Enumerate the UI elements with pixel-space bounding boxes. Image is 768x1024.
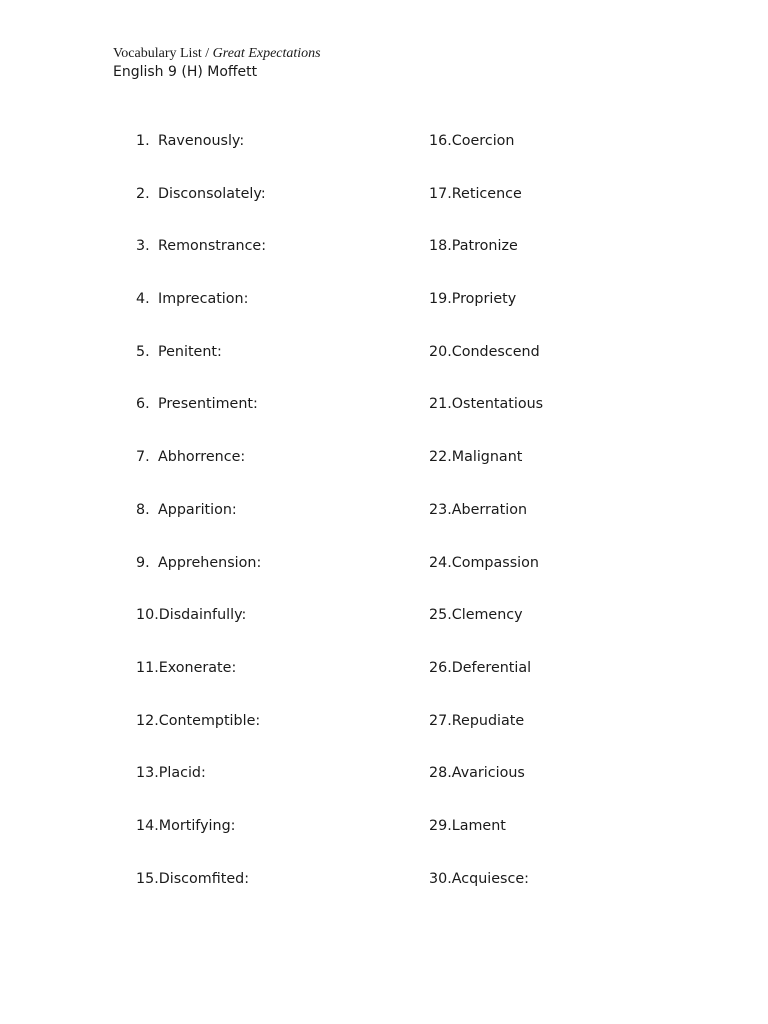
vocabulary-item-word: Malignant (451, 449, 523, 466)
vocabulary-item (136, 710, 396, 763)
vocabulary-item-number: 28. (429, 765, 452, 782)
vocabulary-item-word: Disconsolately: (158, 185, 266, 202)
vocabulary-item (136, 341, 396, 394)
vocabulary-item (429, 710, 689, 763)
vocabulary-item-number: 12. (136, 712, 159, 729)
vocabulary-item-number: 24. (429, 554, 452, 571)
vocabulary-item-number: 15. (136, 870, 159, 887)
vocabulary-item-word: Disdainfully: (158, 607, 247, 624)
vocabulary-item-word: Contemptible: (158, 712, 261, 729)
vocabulary-item (136, 552, 396, 605)
vocabulary-item (429, 815, 689, 868)
vocabulary-item (429, 604, 689, 657)
document-header (113, 44, 321, 80)
vocabulary-item-number: 11. (136, 659, 159, 676)
title-prefix: Vocabulary List / (113, 46, 210, 61)
vocabulary-column-left (136, 130, 396, 920)
vocabulary-item-word: Mortifying: (158, 817, 236, 834)
vocabulary-item (136, 446, 396, 499)
vocabulary-item (429, 762, 689, 815)
vocabulary-item-word: Discomfited: (158, 870, 250, 887)
vocabulary-item-number: 27. (429, 712, 452, 729)
vocabulary-item-number: 2. (136, 185, 150, 202)
vocabulary-item-number: 3. (136, 238, 150, 255)
vocabulary-item (136, 868, 396, 921)
vocabulary-item (429, 341, 689, 394)
vocabulary-item (429, 552, 689, 605)
vocabulary-item-number: 18. (429, 238, 452, 255)
vocabulary-item-number: 30. (429, 870, 452, 887)
vocabulary-item (136, 657, 396, 710)
vocabulary-item-word: Imprecation: (158, 291, 249, 308)
vocabulary-item-number: 7. (136, 449, 150, 466)
vocabulary-item-word: Presentiment: (158, 396, 258, 413)
vocabulary-item-word: Repudiate (451, 712, 525, 729)
vocabulary-item-number: 16. (429, 133, 452, 149)
vocabulary-item (136, 235, 396, 288)
vocabulary-item-number: 25. (429, 607, 452, 624)
vocabulary-item-word: Deferential (451, 659, 532, 676)
vocabulary-item-word: Apprehension: (158, 554, 262, 571)
vocabulary-item-number: 1. (136, 133, 150, 149)
vocabulary-item-number: 9. (136, 554, 150, 571)
vocabulary-item-number: 4. (136, 291, 150, 308)
vocabulary-item-number: 29. (429, 817, 452, 834)
document-subtitle: English 9 (H) Moffett (113, 64, 258, 80)
vocabulary-item-number: 6. (136, 396, 150, 413)
vocabulary-item-word: Condescend (451, 343, 540, 360)
vocabulary-item-word: Reticence (451, 185, 522, 202)
vocabulary-item (429, 446, 689, 499)
vocabulary-item-word: Remonstrance: (158, 238, 267, 255)
vocabulary-item-word: Avaricious (451, 765, 525, 782)
vocabulary-item (136, 130, 396, 183)
vocabulary-item-number: 5. (136, 343, 150, 360)
vocabulary-item-number: 19. (429, 291, 452, 308)
vocabulary-item (429, 235, 689, 288)
vocabulary-item-word: Abhorrence: (158, 449, 246, 466)
vocabulary-item-word: Coercion (451, 133, 515, 149)
vocabulary-item (136, 499, 396, 552)
title-work: Great Expectations (212, 46, 321, 61)
vocabulary-item-word: Penitent: (158, 343, 222, 360)
vocabulary-item-word: Clemency (451, 607, 523, 624)
vocabulary-item-number: 17. (429, 185, 452, 202)
vocabulary-item-number: 22. (429, 449, 452, 466)
vocabulary-item (429, 657, 689, 710)
vocabulary-item (136, 183, 396, 236)
vocabulary-item (429, 868, 689, 921)
vocabulary-item-number: 23. (429, 501, 452, 518)
vocabulary-item-number: 14. (136, 817, 159, 834)
vocabulary-item (136, 288, 396, 341)
vocabulary-item-word: Ravenously: (158, 133, 245, 149)
vocabulary-item-word: Aberration (451, 501, 528, 518)
vocabulary-item (136, 762, 396, 815)
vocabulary-item (136, 604, 396, 657)
vocabulary-item-number: 13. (136, 765, 159, 782)
vocabulary-item-word: Acquiesce: (451, 870, 529, 887)
vocabulary-item (429, 130, 689, 183)
vocabulary-item-number: 8. (136, 501, 150, 518)
vocabulary-item (429, 393, 689, 446)
document-title (113, 44, 321, 64)
vocabulary-item (136, 815, 396, 868)
vocabulary-item (136, 393, 396, 446)
vocabulary-item-number: 10. (136, 607, 159, 624)
vocabulary-item (429, 288, 689, 341)
vocabulary-item-word: Apparition: (158, 501, 237, 518)
vocabulary-item-word: Compassion (451, 554, 539, 571)
vocabulary-item-number: 21. (429, 396, 452, 413)
vocabulary-item-word: Patronize (451, 238, 518, 255)
vocabulary-column-right (429, 130, 689, 920)
vocabulary-item-word: Exonerate: (158, 659, 237, 676)
vocabulary-item (429, 499, 689, 552)
vocabulary-item-number: 20. (429, 343, 452, 360)
vocabulary-item-word: Ostentatious (451, 396, 544, 413)
vocabulary-item-number: 26. (429, 659, 452, 676)
vocabulary-item-word: Lament (451, 817, 506, 834)
vocabulary-item (429, 183, 689, 236)
vocabulary-item-word: Propriety (451, 291, 517, 308)
vocabulary-item-word: Placid: (158, 765, 206, 782)
